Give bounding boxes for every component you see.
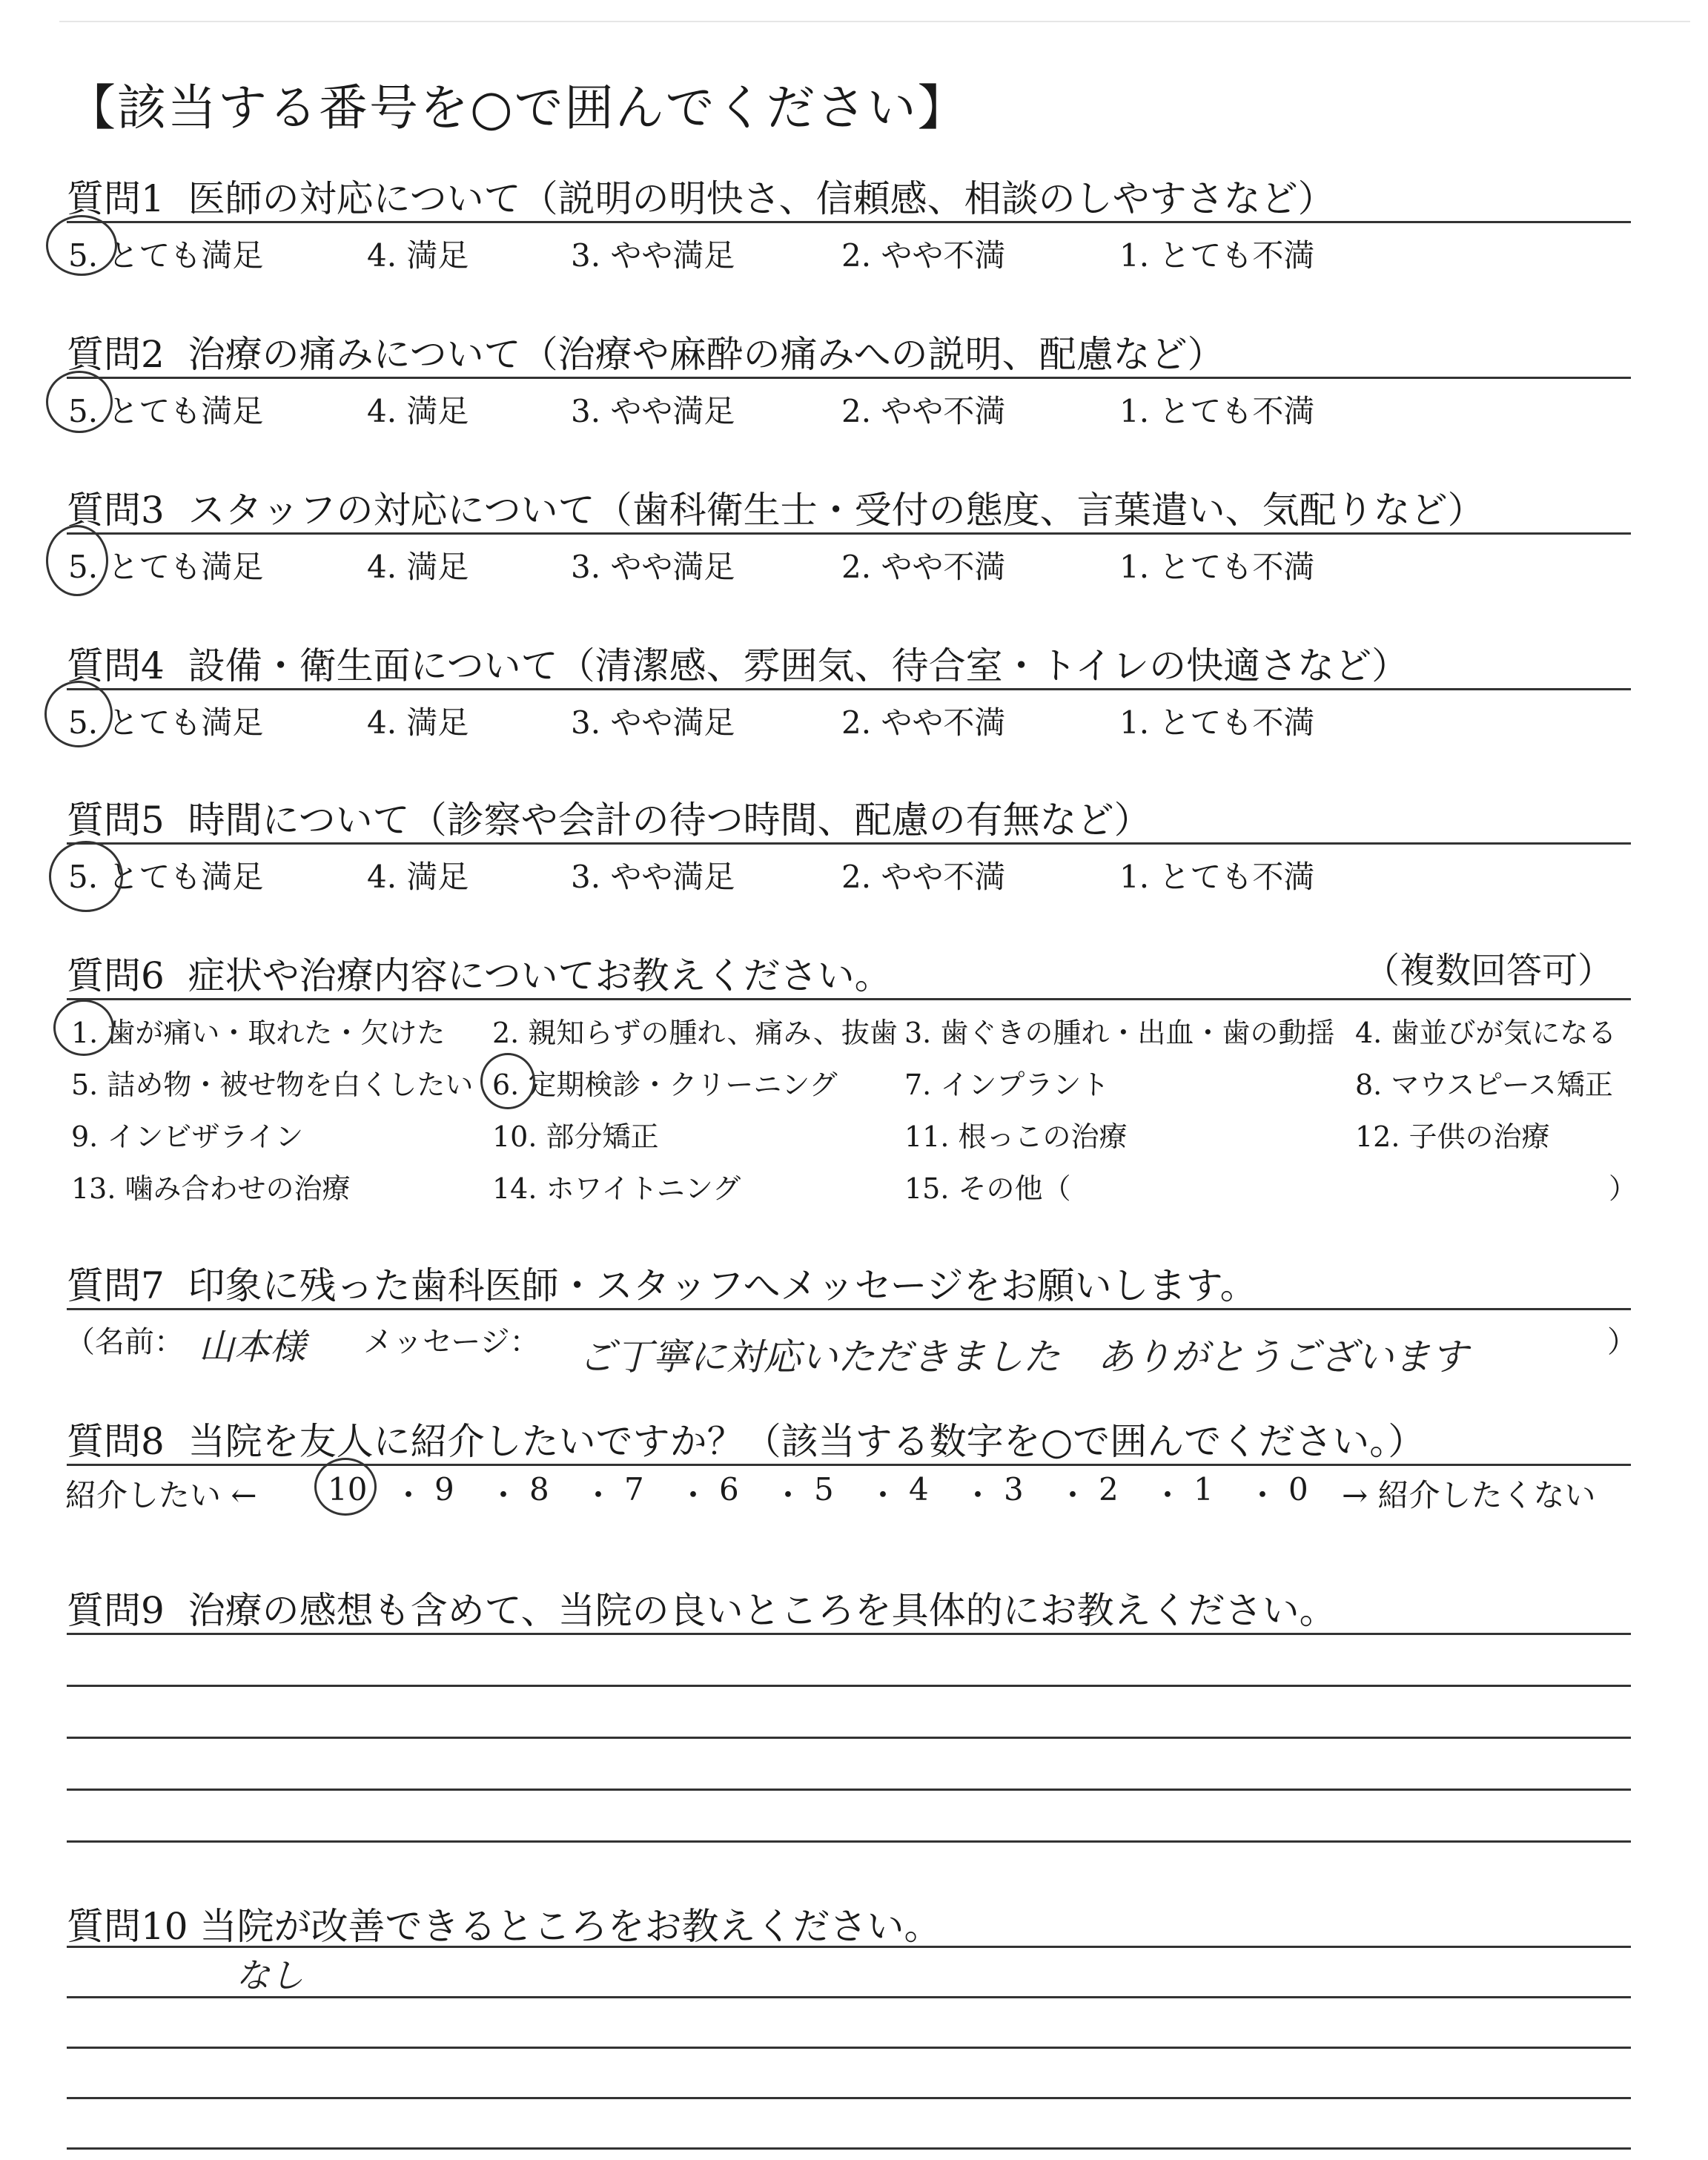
option-3[interactable]: 3. やや満足 — [571, 704, 735, 741]
question-label: 質問2 — [67, 333, 165, 376]
question-label: 質問6 — [67, 954, 165, 997]
option-2[interactable]: 2. やや不満 — [841, 704, 1006, 741]
scale-separator: ・ — [488, 1477, 520, 1513]
option-2[interactable]: 2. やや不満 — [841, 859, 1006, 895]
multiple-answers-note: （複数回答可） — [1364, 950, 1614, 991]
question-label: 質問4 — [67, 644, 165, 687]
option-1[interactable]: 1. とても不満 — [1119, 237, 1315, 274]
selection-circle — [480, 1053, 535, 1109]
selection-circle — [46, 371, 113, 433]
q1-options — [0, 231, 1708, 276]
scale-separator: ・ — [1247, 1477, 1279, 1513]
question-rule — [67, 1308, 1631, 1310]
scale-left-label: 紹介したい ← — [65, 1477, 257, 1513]
question-label: 質問9 — [67, 1589, 165, 1632]
option-5[interactable]: 5. とても満足 — [68, 393, 264, 429]
scale-9[interactable]: 9 — [434, 1471, 454, 1507]
question-text: 時間について（診察や会計の待つ時間、配慮の有無など） — [188, 799, 1151, 842]
q2-options — [0, 387, 1708, 432]
question-rule — [67, 377, 1631, 379]
scale-separator: ・ — [867, 1477, 899, 1513]
scale-separator: ・ — [1057, 1477, 1089, 1513]
question-text: 当院が改善できるところをお教えください。 — [199, 1905, 941, 1948]
question-rule — [67, 221, 1631, 223]
q6-option-4[interactable]: 4. 歯並びが気になる — [1355, 1017, 1617, 1049]
option-5[interactable]: 5. とても満足 — [68, 859, 264, 895]
question-4 — [67, 636, 1631, 690]
q6-options — [0, 1010, 1708, 1218]
answer-line — [67, 1633, 1631, 1635]
question-1 — [67, 169, 1631, 222]
q6-other-close-paren: ） — [1609, 1172, 1638, 1205]
scale-separator: ・ — [962, 1477, 994, 1513]
message-label: メッセージ： — [363, 1325, 540, 1359]
option-3[interactable]: 3. やや満足 — [571, 393, 735, 429]
option-2[interactable]: 2. やや不満 — [841, 393, 1006, 429]
q5-options — [0, 853, 1708, 897]
answer-line — [67, 1685, 1631, 1687]
question-text: スタッフの対応について（歯科衛生士・受付の態度、言葉遣い、気配りなど） — [188, 489, 1485, 532]
q6-option-2[interactable]: 2. 親知らずの腫れ、痛み、抜歯 — [492, 1017, 898, 1049]
scale-separator: ・ — [1152, 1477, 1184, 1513]
q10-answer-handwritten[interactable]: なし — [236, 1955, 304, 1995]
scale-separator: ・ — [678, 1477, 709, 1513]
q6-option-15[interactable]: 15. その他（ — [904, 1172, 1071, 1205]
q6-option-9[interactable]: 9. インビザライン — [71, 1120, 304, 1153]
option-3[interactable]: 3. やや満足 — [571, 237, 735, 274]
scale-10[interactable]: 10 — [328, 1471, 368, 1507]
selection-circle — [49, 841, 123, 912]
answer-line — [67, 2097, 1631, 2099]
option-3[interactable]: 3. やや満足 — [571, 859, 735, 895]
answer-line — [67, 1840, 1631, 1843]
question-rule — [67, 998, 1631, 1000]
question-rule — [67, 532, 1631, 535]
question-label: 質問8 — [67, 1420, 165, 1463]
q6-option-10[interactable]: 10. 部分矯正 — [492, 1120, 659, 1153]
q6-option-11[interactable]: 11. 根っこの治療 — [904, 1120, 1128, 1153]
question-text: 治療の痛みについて（治療や麻酔の痛みへの説明、配慮など） — [188, 333, 1225, 376]
scale-right-label: → 紹介したくない — [1342, 1477, 1596, 1513]
q6-option-13[interactable]: 13. 噛み合わせの治療 — [71, 1172, 351, 1205]
scale-4[interactable]: 4 — [909, 1471, 929, 1507]
q6-option-3[interactable]: 3. 歯ぐきの腫れ・出血・歯の動揺 — [904, 1017, 1335, 1049]
question-text: 設備・衛生面について（清潔感、雰囲気、待合室・トイレの快適さなど） — [188, 644, 1409, 687]
option-4[interactable]: 4. 満足 — [367, 549, 469, 585]
question-text: 医師の対応について（説明の明快さ、信頼感、相談のしやすさなど） — [188, 177, 1335, 220]
option-2[interactable]: 2. やや不満 — [841, 237, 1006, 274]
question-rule — [67, 1464, 1631, 1466]
question-7 — [67, 1256, 1631, 1309]
scale-1[interactable]: 1 — [1194, 1471, 1214, 1507]
question-label: 質問1 — [67, 177, 165, 220]
question-text: 治療の感想も含めて、当院の良いところを具体的にお教えください。 — [188, 1589, 1337, 1632]
answer-line — [67, 1996, 1631, 1998]
q4-options — [0, 698, 1708, 743]
name-handwritten[interactable]: 山本様 — [199, 1327, 306, 1368]
question-3 — [67, 480, 1631, 534]
option-4[interactable]: 4. 満足 — [367, 393, 469, 429]
q6-option-6[interactable]: 6. 定期検診・クリーニング — [492, 1069, 838, 1101]
scale-5[interactable]: 5 — [814, 1471, 834, 1507]
option-1[interactable]: 1. とても不満 — [1119, 393, 1315, 429]
q6-option-5[interactable]: 5. 詰め物・被せ物を白くしたい — [71, 1069, 474, 1101]
question-rule — [67, 842, 1631, 845]
option-5[interactable]: 5. とても満足 — [68, 704, 264, 741]
scale-2[interactable]: 2 — [1099, 1471, 1119, 1507]
option-4[interactable]: 4. 満足 — [367, 859, 469, 895]
q6-option-12[interactable]: 12. 子供の治療 — [1355, 1120, 1550, 1153]
message-handwritten[interactable]: ご丁寧に対応いただきました ありがとうございます — [578, 1335, 1468, 1378]
selection-circle — [53, 1000, 114, 1056]
answer-line — [67, 1946, 1631, 1948]
recommend-scale — [0, 1471, 1708, 1516]
q6-option-8[interactable]: 8. マウスピース矯正 — [1355, 1069, 1613, 1101]
scale-separator: ・ — [583, 1477, 615, 1513]
option-4[interactable]: 4. 満足 — [367, 704, 469, 741]
option-5[interactable]: 5. とても満足 — [68, 237, 264, 274]
scale-separator: ・ — [393, 1477, 425, 1513]
selection-circle — [44, 681, 113, 747]
q6-option-1[interactable]: 1. 歯が痛い・取れた・欠けた — [71, 1017, 446, 1049]
page-title: 【該当する番号を○で囲んでください】 — [67, 79, 968, 136]
selection-circle — [46, 525, 108, 596]
answer-line — [67, 2147, 1631, 2150]
answer-line — [67, 2047, 1631, 2049]
scale-7[interactable]: 7 — [624, 1471, 644, 1507]
question-label: 質問7 — [67, 1264, 165, 1307]
question-text: 印象に残った歯科医師・スタッフへメッセージをお願いします。 — [188, 1264, 1257, 1307]
option-2[interactable]: 2. やや不満 — [841, 549, 1006, 585]
question-rule — [67, 688, 1631, 690]
option-5[interactable]: 5. とても満足 — [68, 549, 264, 585]
q6-option-14[interactable]: 14. ホワイトニング — [492, 1172, 741, 1205]
question-9 — [67, 1581, 1631, 1634]
question-5 — [67, 790, 1631, 844]
question-label: 質問5 — [67, 799, 165, 842]
scale-6[interactable]: 6 — [719, 1471, 739, 1507]
option-1[interactable]: 1. とても不満 — [1119, 549, 1315, 585]
question-8 — [67, 1412, 1631, 1465]
option-3[interactable]: 3. やや満足 — [571, 549, 735, 585]
option-4[interactable]: 4. 満足 — [367, 237, 469, 274]
question-2 — [67, 325, 1631, 378]
question-text: 症状や治療内容についてお教えください。 — [188, 954, 892, 997]
answer-line — [67, 1737, 1631, 1739]
answer-line — [67, 1789, 1631, 1791]
scale-3[interactable]: 3 — [1004, 1471, 1024, 1507]
scale-separator: ・ — [772, 1477, 804, 1513]
selection-circle — [314, 1458, 377, 1516]
selection-circle — [46, 215, 117, 276]
q3-options — [0, 543, 1708, 587]
scale-8[interactable]: 8 — [529, 1471, 549, 1507]
question-10 — [67, 1897, 1631, 1950]
question-label: 質問10 — [67, 1905, 188, 1948]
question-label: 質問3 — [67, 489, 165, 532]
q6-option-7[interactable]: 7. インプラント — [904, 1069, 1110, 1101]
question-text: 当院を友人に紹介したいですか？（該当する数字を○で囲んでください。） — [188, 1420, 1426, 1463]
top-rule — [59, 21, 1690, 22]
name-label: （名前： — [65, 1325, 184, 1359]
option-1[interactable]: 1. とても不満 — [1119, 704, 1315, 741]
message-close-paren: ） — [1607, 1325, 1637, 1359]
option-1[interactable]: 1. とても不満 — [1119, 859, 1315, 895]
scale-0[interactable]: 0 — [1288, 1471, 1308, 1507]
